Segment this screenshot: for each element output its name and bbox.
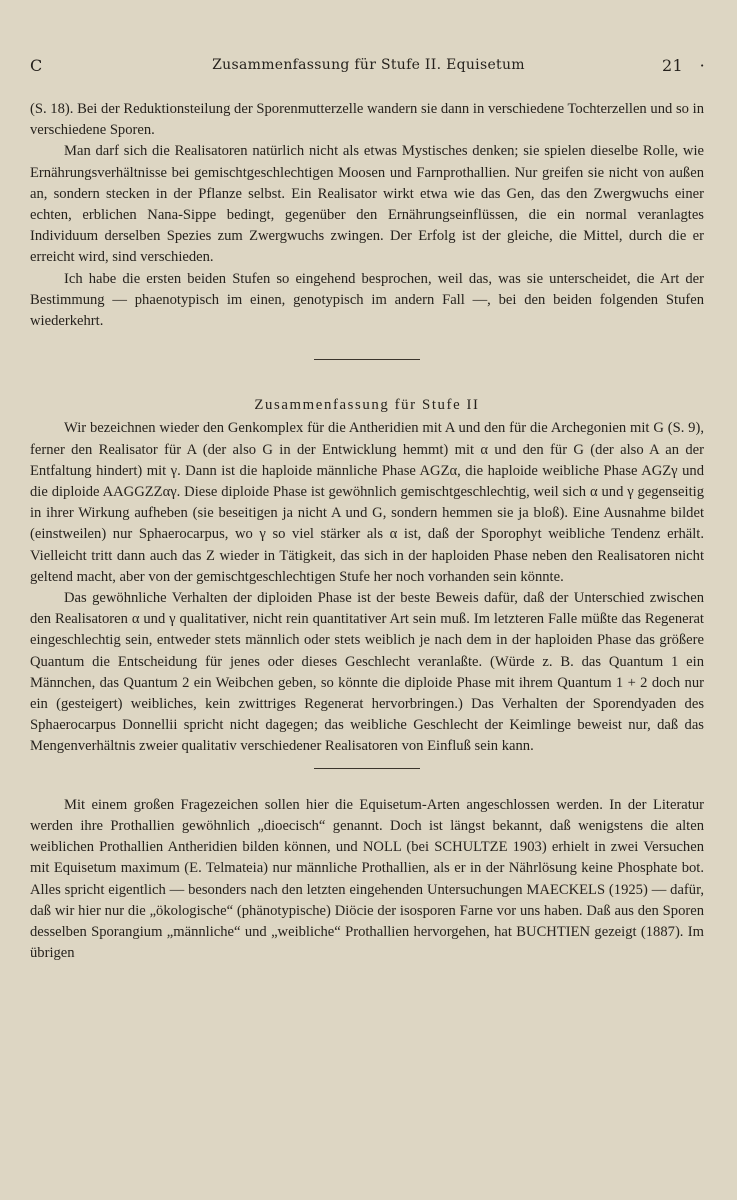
running-head <box>30 56 707 80</box>
text-body <box>30 99 704 964</box>
running-head-dot: · <box>699 56 705 75</box>
paragraph-diploide-phase: Das gewöhnliche Verhalten der diploiden Phase ist der beste Beweis dafür, daß der Unterschied zwischen den Realisatoren α und γ qualitativer, nicht rein quantitativer Art sein muß. Im letzteren Falle müßte das Regenerat eingeschlechtig sein, entweder stets männlich oder stets weiblich je nach dem in der haploiden Phase das größere Quantum die Entscheidung für jenes oder dieses Geschlecht veranlaßte. (Würde z. B. das Quantum 1 ein Männchen, das Quantum 2 ein Weibchen geben, so könnte die diploide Phase mit ihrem Quantum 1 + 2 doch nur ein (gesteigert) weibliches, kein zwittriges Regenerat hervorbringen.) Das Verhalten der Sporendyaden des Sphaerocarpus Donnellii spricht nicht dagegen; das weibliche Geschlecht der Keimlinge beweist nur, daß das Mengenverhältnis zweier qualitativ verschiedener Realisatoren von Einfluß sein kann. <box>30 590 704 755</box>
running-head-left-mark: C <box>30 56 43 75</box>
paragraph-equisetum: Mit einem großen Fragezeichen sollen hier die Equisetum-Arten angeschlossen werden. In der Literatur werden ihre Prothallien gewöhnlich „dioecisch“ genannt. Doch ist längst bekannt, daß wenigstens die alten weiblichen Prothallien Antheridien bilden können, und NOLL (bei SCHULTZE 1903) erhielt in zwei Versuchen mit Equisetum maximum (E. Telmateia) nur männliche Prothallien, als er in der Nährlösung keine Phosphate bot. Alles spricht eigentlich — besonders nach den letzten eingehenden Untersuchungen MAECKELS (1925) — dafür, daß wir hier nur die „ökologische“ (phänotypische) Diöcie der isosporen Farne vor uns haben. Daß aus den Sporen desselben Sporangium „männliche“ und „weibliche“ Prothallien hervorgehen, hat BUCHTIEN gezeigt (1887). Im übrigen <box>30 796 704 962</box>
page-number: 21 <box>662 56 683 75</box>
paragraph-realisatoren: Man darf sich die Realisatoren natürlich nicht als etwas Mystisches denken; sie spielen dieselbe Rolle, wie Ernährungsverhältnisse bei gemischtgeschlechtigen Moosen und Farnprothallien. Nur greifen sie nicht von außen an, sondern stecken in der Pflanze selbst. Ein Realisator wirkt etwa wie das Gen, das den Zwergwuchs einer echten, erblichen Nana-Sippe bedingt, gegenüber den Ernährungseinflüssen, die ein normal veranlagtes Individuum derselben Spezies zum Zwergwuchs zwingen. Der Erfolg ist der gleiche, die Mittel, durch die er erreicht wird, sind verschieden. <box>30 143 704 266</box>
paragraph-genkomplex: Wir bezeichnen wieder den Genkomplex für die Antheridien mit A und den für die Archegonien mit G (S. 9), ferner den Realisator für A (der also G in der Entwicklung hemmt) mit α und den für G (der also A an der Entfaltung hindert) mit γ. Dann ist die haploide männliche Phase AGZα, die haploide weibliche Phase AGZγ und die diploide AAGGZZαγ. Diese diploide Phase ist gewöhnlich gemischtgeschlechtig, weil sich α und γ gegenseitig in ihrer Wirkung aufheben (sie beseitigen ja nicht A und G, sondern hemmen sie ja bloß). Eine Ausnahme bildet (einstweilen) nur Sphaerocarpus, wo γ so viel stärker als α ist, daß der Sporophyt weibliche Tendenz erhält. Vielleicht tritt dann auch das Z wieder in Tätigkeit, das sich in der haploiden Phase neben den Realisatoren nicht geltend macht, aber von der gemischtgeschlechtigen Stufe her noch vorhanden sein könnte. <box>30 420 704 585</box>
paragraph-stufen: Ich habe die ersten beiden Stufen so eingehend besprochen, weil das, was sie unterscheidet, die Art der Bestimmung — phaenotypisch im einen, genotypisch im andern Fall —, bei den beiden folgenden Stufen wiederkehrt. <box>30 270 704 330</box>
section-heading: Zusammenfassung für Stufe II <box>254 397 480 414</box>
running-head-title: Zusammenfassung für Stufe II. Equisetum <box>212 57 525 73</box>
spacer <box>30 769 704 795</box>
paragraph-continuation: (S. 18). Bei der Reduktionsteilung der Sporenmutterzelle wandern sie dann in verschiedene Tochterzellen und so in verschiedene Sporen. <box>30 101 704 139</box>
section-divider <box>314 359 420 360</box>
